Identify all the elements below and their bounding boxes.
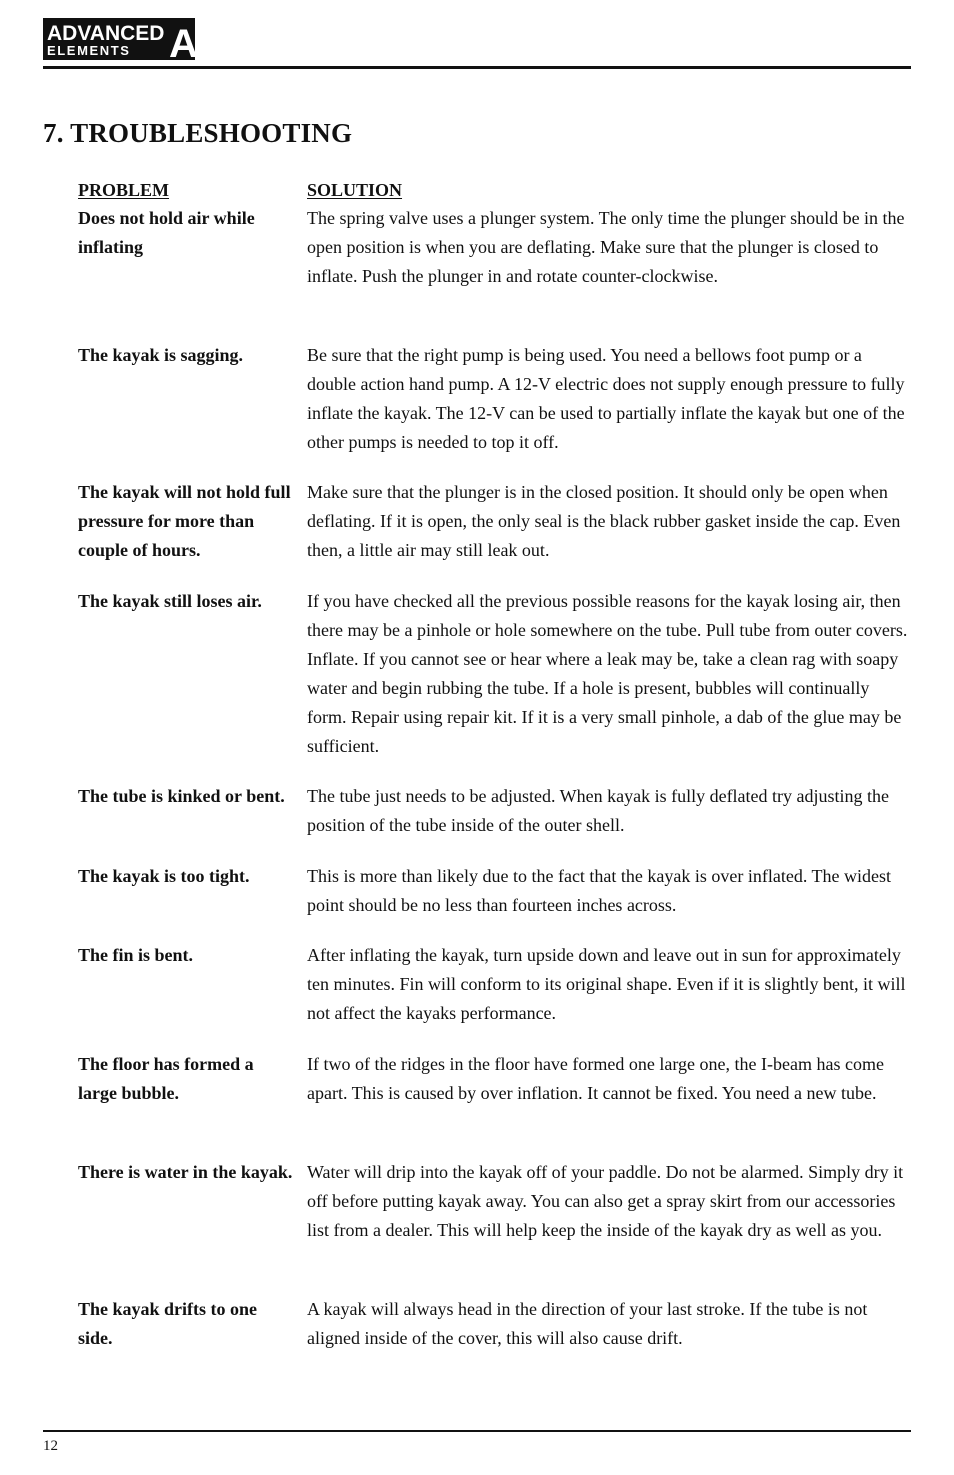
solution-text: The tube just needs to be adjusted. When kayak is fully deflated try adjusting the position of the tube inside of the outer shell. (307, 786, 890, 835)
solution-column-heading: SOLUTION (307, 180, 403, 200)
problem-text: The tube is kinked or bent. (78, 786, 285, 806)
problem-text: The floor has formed a large bubble. (78, 1054, 254, 1103)
footer-rule (43, 1430, 911, 1432)
page-number: 12 (43, 1438, 58, 1454)
logo-mark: A (169, 22, 198, 66)
logo-line1: ADVANCED (47, 22, 165, 45)
advanced-elements-logo (43, 18, 198, 66)
problem-text: The kayak is too tight. (78, 866, 250, 886)
header-rule (43, 66, 911, 69)
problem-text: There is water in the kayak. (78, 1162, 293, 1182)
solution-text: A kayak will always head in the direction of your last stroke. If the tube is not aligned inside of the cover, this will also cause drift. (307, 1299, 868, 1348)
problem-text: The kayak is sagging. (78, 345, 244, 365)
problem-text: The kayak drifts to one side. (78, 1299, 258, 1348)
problem-column-heading: PROBLEM (78, 180, 170, 200)
solution-text: Be sure that the right pump is being used. You need a bellows foot pump or a double action hand pump. A 12-V electric does not supply enough pressure to fully inflate the kayak. The 12-V can be used to partially inflate the kayak but one of the other pumps is needed to top it off. (307, 345, 905, 452)
problem-text: The kayak still loses air. (78, 591, 262, 611)
solution-text: This is more than likely due to the fact that the kayak is over inflated. The widest point should be no less than fourteen inches across. (307, 866, 892, 915)
logo-line2: ELEMENTS (47, 43, 131, 58)
solution-text: The spring valve uses a plunger system. The only time the plunger should be in the open position is when you are deflating. Make sure that the plunger is closed to inflate. Push the plunger in and rotate counter-clockwise. (307, 208, 905, 286)
solution-text: After inflating the kayak, turn upside down and leave out in sun for approximately ten minutes. Fin will conform to its original shape. Even if it is slightly bent, it will not affect the kayaks performance. (307, 945, 906, 1023)
solution-text: If you have checked all the previous possible reasons for the kayak losing air, then there may be a pinhole or hole somewhere on the tube. Pull tube from outer covers. Inflate. If you cannot see or hear where a leak may be, take a clean rag with soapy water and begin rubbing the tube. If a hole is present, bubbles will continually form. Repair using repair kit. If it is a very small pinhole, a dab of the glue may be sufficient. (307, 591, 908, 756)
problem-text: The fin is bent. (78, 945, 194, 965)
solution-text: Water will drip into the kayak off of your paddle. Do not be alarmed. Simply dry it off before putting kayak away. You can also get a spray skirt from our accessories list from a dealer. This will help keep the inside of the kayak dry as well as you. (307, 1162, 904, 1240)
problem-text: Does not hold air while inflating (78, 208, 255, 257)
problem-text: The kayak will not hold full pressure for more than couple of hours. (78, 482, 291, 560)
solution-text: If two of the ridges in the floor have formed one large one, the I-beam has come apart. This is caused by over inflation. It cannot be fixed. You need a new tube. (307, 1054, 884, 1103)
solution-text: Make sure that the plunger is in the closed position. It should only be open when deflating. If it is open, the only seal is the black rubber gasket inside the cap. Even then, a little air may still leak out. (307, 482, 901, 560)
section-title: 7. TROUBLESHOOTING (43, 118, 353, 148)
